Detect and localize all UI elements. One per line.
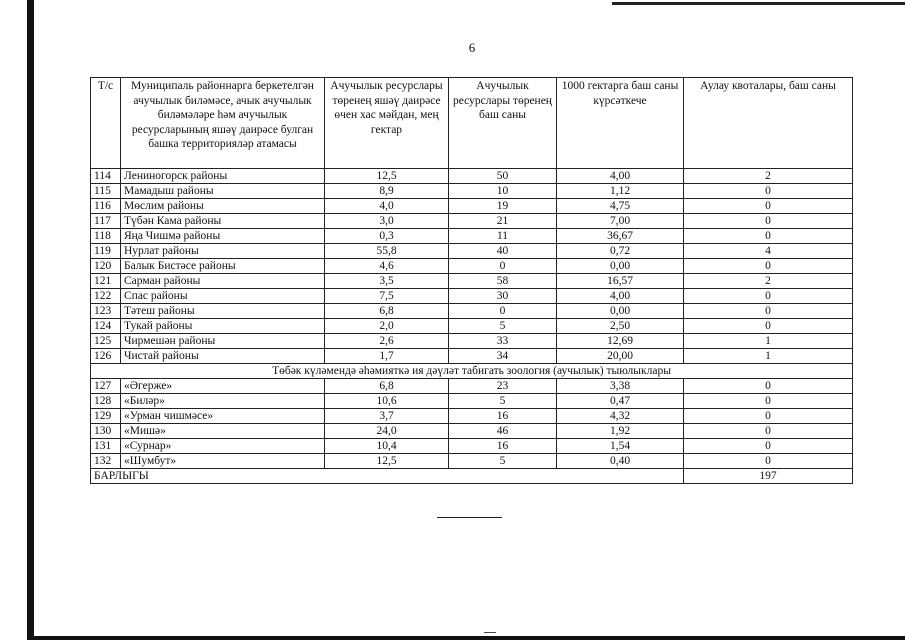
top-scan-border [612, 2, 905, 5]
row-count: 11 [449, 229, 557, 244]
header-territory-name: Муниципаль районнарга беркетелгән ачучылык биләмәсе, ачык ачучылык биләмәләре һәм ачучылык ресурсларының яшәү даирәсе булган башка территорияләр атамасы [121, 78, 325, 169]
row-quota: 0 [684, 379, 853, 394]
row-quota: 0 [684, 184, 853, 199]
row-density: 2,50 [557, 319, 684, 334]
row-area: 4,6 [325, 259, 449, 274]
row-territory-name: «Урман чишмәсе» [121, 409, 325, 424]
row-quota: 0 [684, 199, 853, 214]
row-number: 122 [91, 289, 121, 304]
row-territory-name: Нурлат районы [121, 244, 325, 259]
row-territory-name: Балык Бистәсе районы [121, 259, 325, 274]
row-number: 128 [91, 394, 121, 409]
row-density: 7,00 [557, 214, 684, 229]
row-number: 126 [91, 349, 121, 364]
total-body [91, 469, 853, 484]
row-quota: 0 [684, 319, 853, 334]
total-quota: 197 [684, 469, 853, 484]
row-number: 120 [91, 259, 121, 274]
table-row [91, 319, 853, 334]
row-density: 1,54 [557, 439, 684, 454]
row-quota: 0 [684, 229, 853, 244]
row-number: 129 [91, 409, 121, 424]
table-row [91, 424, 853, 439]
row-count: 50 [449, 169, 557, 184]
row-territory-name: Спас районы [121, 289, 325, 304]
table-header-row [91, 78, 853, 169]
row-count: 58 [449, 274, 557, 289]
row-area: 24,0 [325, 424, 449, 439]
row-count: 10 [449, 184, 557, 199]
row-count: 5 [449, 319, 557, 334]
left-scan-border [27, 0, 34, 640]
table-row [91, 169, 853, 184]
section-title: Төбәк күләмендә әһәмияткә ия дәүләт табигать зоология (аучылык) тыюлыклары [91, 364, 853, 379]
row-count: 46 [449, 424, 557, 439]
table-row [91, 349, 853, 364]
row-area: 12,5 [325, 454, 449, 469]
row-count: 21 [449, 214, 557, 229]
total-row [91, 469, 853, 484]
row-territory-name: Лениногорск районы [121, 169, 325, 184]
row-territory-name: «Әгерже» [121, 379, 325, 394]
row-area: 3,5 [325, 274, 449, 289]
row-quota: 0 [684, 289, 853, 304]
row-territory-name: Түбән Кама районы [121, 214, 325, 229]
row-territory-name: «Шумбут» [121, 454, 325, 469]
reserve-rows [91, 379, 853, 469]
row-area: 7,5 [325, 289, 449, 304]
row-quota: 0 [684, 259, 853, 274]
row-number: 123 [91, 304, 121, 319]
row-territory-name: Тәтеш районы [121, 304, 325, 319]
row-quota: 0 [684, 214, 853, 229]
section-heading-body [91, 364, 853, 379]
row-number: 119 [91, 244, 121, 259]
table-row [91, 229, 853, 244]
header-area: Ачучылык ресурслары төренең яшәү даирәсе өчен хас мәйдан, мең гектар [325, 78, 449, 169]
row-territory-name: Тукай районы [121, 319, 325, 334]
header-quota: Аулау квоталары, баш саны [684, 78, 853, 169]
row-territory-name: Чирмешән районы [121, 334, 325, 349]
row-count: 5 [449, 454, 557, 469]
row-density: 4,00 [557, 289, 684, 304]
row-number: 125 [91, 334, 121, 349]
row-count: 40 [449, 244, 557, 259]
row-quota: 2 [684, 274, 853, 289]
row-density: 1,12 [557, 184, 684, 199]
row-quota: 1 [684, 334, 853, 349]
row-quota: 0 [684, 394, 853, 409]
row-quota: 0 [684, 454, 853, 469]
row-area: 4,0 [325, 199, 449, 214]
table-row [91, 304, 853, 319]
row-density: 4,32 [557, 409, 684, 424]
header-number: Т/с [91, 78, 121, 169]
row-density: 12,69 [557, 334, 684, 349]
row-density: 0,40 [557, 454, 684, 469]
row-count: 0 [449, 304, 557, 319]
header-count: Ачучылык ресурслары төренең баш саны [449, 78, 557, 169]
row-number: 118 [91, 229, 121, 244]
row-count: 33 [449, 334, 557, 349]
row-area: 3,7 [325, 409, 449, 424]
table-row [91, 199, 853, 214]
row-area: 6,8 [325, 379, 449, 394]
row-quota: 4 [684, 244, 853, 259]
row-quota: 0 [684, 409, 853, 424]
table-row [91, 454, 853, 469]
table-row [91, 214, 853, 229]
row-area: 55,8 [325, 244, 449, 259]
row-count: 23 [449, 379, 557, 394]
row-count: 19 [449, 199, 557, 214]
row-quota: 0 [684, 304, 853, 319]
row-number: 124 [91, 319, 121, 334]
row-density: 36,67 [557, 229, 684, 244]
row-number: 130 [91, 424, 121, 439]
row-number: 114 [91, 169, 121, 184]
bottom-scan-border [27, 636, 905, 640]
row-density: 1,92 [557, 424, 684, 439]
row-density: 0,72 [557, 244, 684, 259]
row-area: 0,3 [325, 229, 449, 244]
table-row [91, 409, 853, 424]
table-row [91, 244, 853, 259]
row-area: 2,0 [325, 319, 449, 334]
header-density: 1000 гектарга баш саны күрсәткече [557, 78, 684, 169]
table-row [91, 184, 853, 199]
end-of-table-rule [437, 517, 502, 518]
row-territory-name: «Биләр» [121, 394, 325, 409]
table-row [91, 274, 853, 289]
row-area: 12,5 [325, 169, 449, 184]
row-number: 127 [91, 379, 121, 394]
row-quota: 1 [684, 349, 853, 364]
row-quota: 0 [684, 424, 853, 439]
row-area: 1,7 [325, 349, 449, 364]
row-density: 4,00 [557, 169, 684, 184]
row-number: 115 [91, 184, 121, 199]
row-territory-name: «Сурнар» [121, 439, 325, 454]
row-area: 3,0 [325, 214, 449, 229]
row-number: 132 [91, 454, 121, 469]
row-area: 2,6 [325, 334, 449, 349]
row-density: 0,00 [557, 259, 684, 274]
section-heading-row [91, 364, 853, 379]
row-count: 16 [449, 439, 557, 454]
row-quota: 0 [684, 439, 853, 454]
row-territory-name: Мөслим районы [121, 199, 325, 214]
table-row [91, 334, 853, 349]
row-area: 6,8 [325, 304, 449, 319]
row-density: 20,00 [557, 349, 684, 364]
row-territory-name: «Мишә» [121, 424, 325, 439]
row-number: 117 [91, 214, 121, 229]
page-number: 6 [468, 40, 476, 55]
table-row [91, 439, 853, 454]
row-density: 0,47 [557, 394, 684, 409]
row-territory-name: Яңа Чишмә районы [121, 229, 325, 244]
row-area: 8,9 [325, 184, 449, 199]
district-rows [91, 169, 853, 364]
row-count: 0 [449, 259, 557, 274]
row-territory-name: Сарман районы [121, 274, 325, 289]
row-density: 0,00 [557, 304, 684, 319]
table-row [91, 289, 853, 304]
table-row [91, 394, 853, 409]
row-number: 131 [91, 439, 121, 454]
row-density: 4,75 [557, 199, 684, 214]
row-count: 5 [449, 394, 557, 409]
bottom-mark [484, 632, 496, 633]
total-label: БАРЛЫГЫ [91, 469, 684, 484]
table-row [91, 379, 853, 394]
row-area: 10,4 [325, 439, 449, 454]
row-territory-name: Чистай районы [121, 349, 325, 364]
row-number: 116 [91, 199, 121, 214]
row-density: 16,57 [557, 274, 684, 289]
row-density: 3,38 [557, 379, 684, 394]
table-row [91, 259, 853, 274]
row-number: 121 [91, 274, 121, 289]
row-quota: 2 [684, 169, 853, 184]
row-count: 30 [449, 289, 557, 304]
row-count: 34 [449, 349, 557, 364]
row-territory-name: Мамадыш районы [121, 184, 325, 199]
row-area: 10,6 [325, 394, 449, 409]
row-count: 16 [449, 409, 557, 424]
hunting-quota-table [90, 77, 853, 484]
